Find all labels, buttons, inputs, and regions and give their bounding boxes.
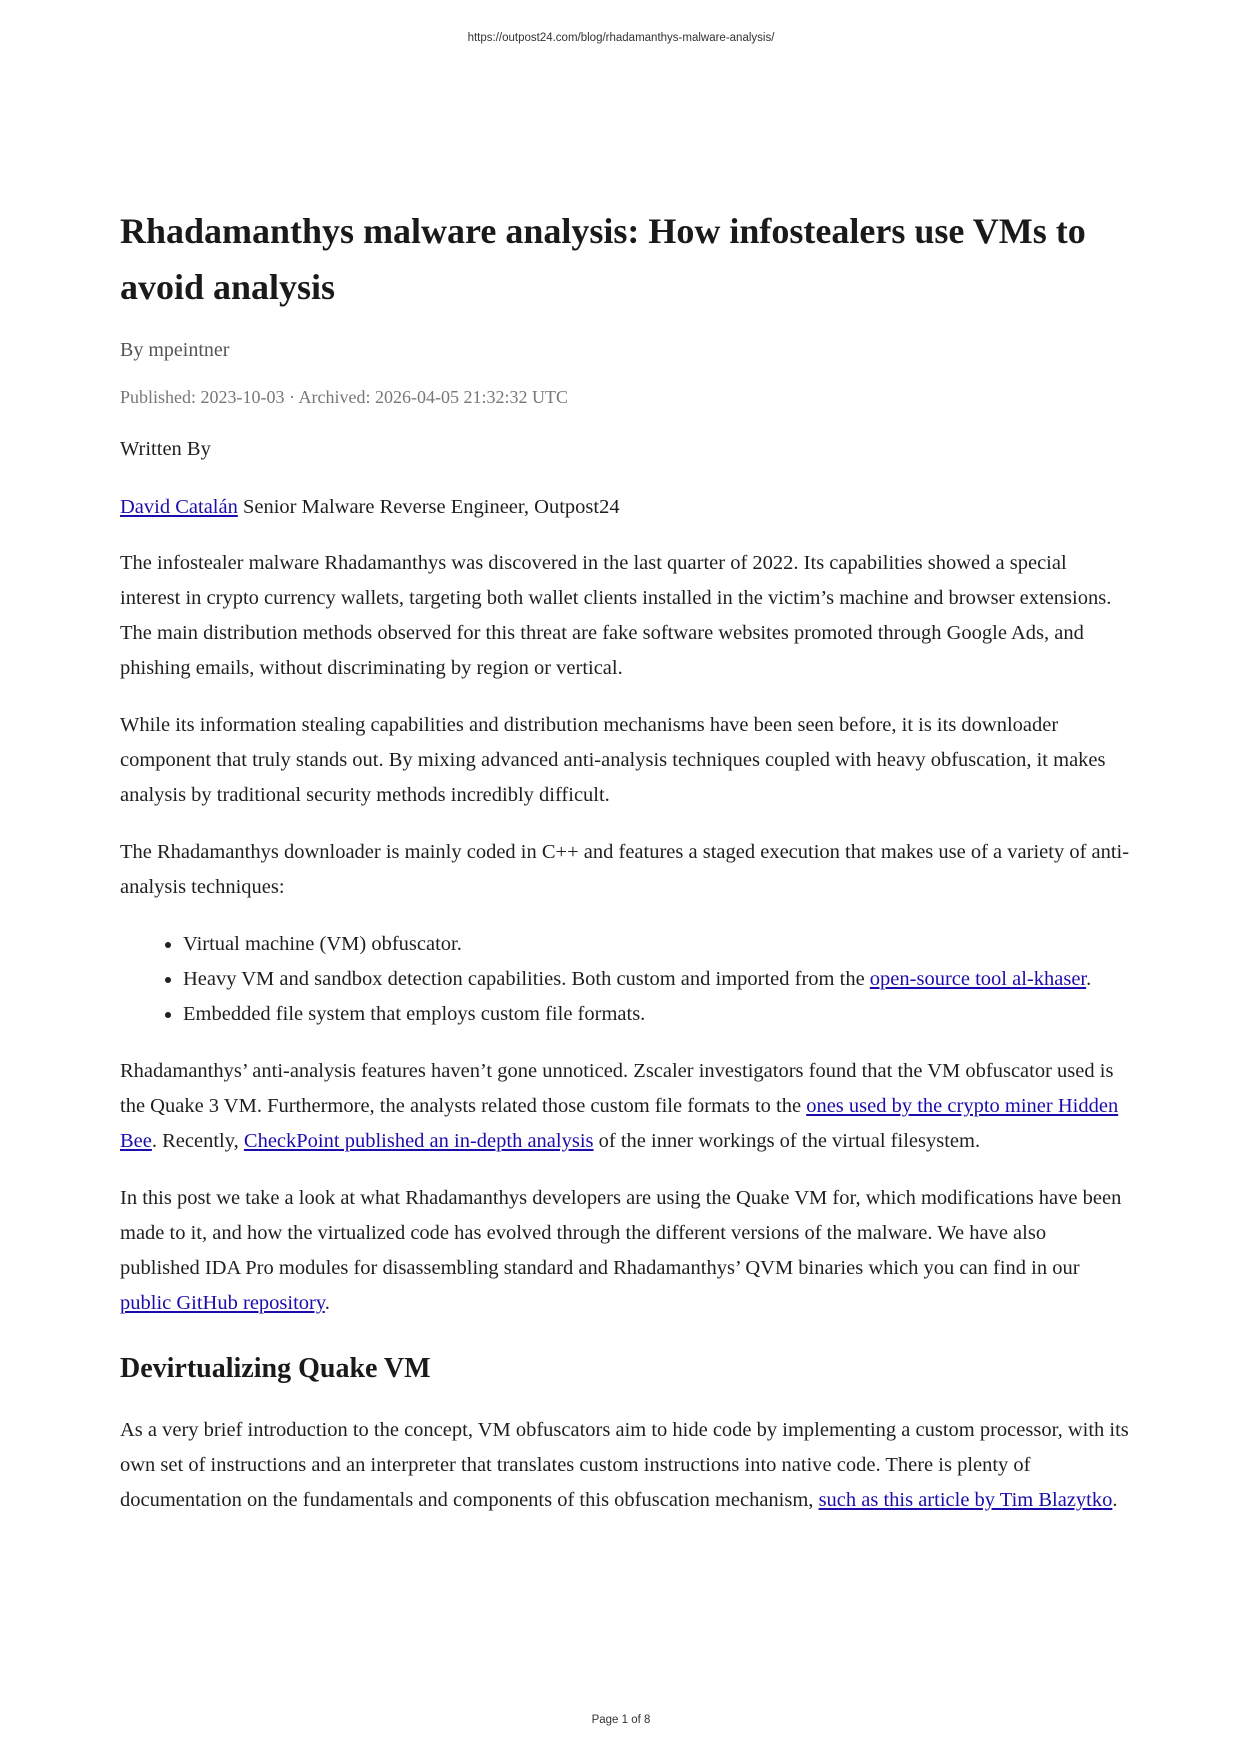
written-by-label: Written By (120, 438, 211, 460)
paragraph-techniques: The Rhadamanthys downloader is mainly coded in C++ and features a staged execution that makes use of a variety of anti-analysis techniques: (120, 841, 1130, 898)
list-item: • Heavy VM and sandbox detection capabilities. Both custom and imported from the open-source tool al-khaser. (183, 962, 1130, 997)
page-number: Page 1 of 8 (591, 1714, 651, 1726)
list-item: • Embedded file system that employs custom file formats. (183, 997, 1130, 1032)
paragraph-downloader: While its information stealing capabilities and distribution mechanisms have been seen before, it is its downloader component that truly stands out. By mixing advanced anti-analysis techniques coupled with heavy obfuscation, it makes analysis by traditional security methods incredibly difficult. (120, 714, 1106, 806)
paragraph-zscaler: Rhadamanthys’ anti-analysis features haven’t gone unnoticed. Zscaler investigators found that the VM obfuscator used is the Quake 3 VM. Furthermore, the analysts related those custom file formats to the ones used by the crypto miner Hidden Bee. Recently, CheckPoint published an in-depth analysis of the inner workings of the virtual filesystem. (120, 1060, 1119, 1152)
checkpoint-link[interactable]: CheckPoint published an in-depth analysis (243, 1130, 594, 1152)
paragraph-intro: The infostealer malware Rhadamanthys was discovered in the last quarter of 2022. Its capabilities showed a special interest in crypto currency wallets, targeting both wallet clients installed in the victim’s machine and browser extensions. The main distribution methods observed for this threat are fake software websites promoted through Google Ads, and phishing emails, without discriminating by region or vertical. (120, 552, 1112, 679)
section-heading: Devirtualizing Quake VM (120, 1353, 431, 1384)
byline: By mpeintner (120, 339, 230, 361)
blazytko-article-link[interactable]: such as this article by Tim Blazytko (818, 1489, 1113, 1511)
paragraph-post-summary: In this post we take a look at what Rhadamanthys developers are using the Quake VM for, which modifications have been made to it, and how the virtualized code has evolved through the different versions of the malware. We have also published IDA Pro modules for disassembling standard and Rhadamanthys’ QVM binaries which you can find in our public GitHub repository. (120, 1187, 1122, 1314)
author-role: Senior Malware Reverse Engineer, Outpost24 (237, 496, 620, 518)
paragraph-vm-intro: As a very brief introduction to the concept, VM obfuscators aim to hide code by implementing a custom processor, with its own set of instructions and an interpreter that translates custom instructions into native code. There is plenty of documentation on the fundamentals and components of this obfuscation mechanism, such as this article by Tim Blazytko. (120, 1419, 1129, 1511)
hidden-bee-link[interactable]: ones used by the crypto miner Hidden Bee (120, 1095, 1119, 1152)
author-link[interactable]: David Catalán (120, 496, 238, 518)
techniques-list (120, 927, 1130, 1032)
publish-dates: Published: 2023-10-03 · Archived: 2026-04-05 21:32:32 UTC (120, 387, 568, 407)
article-title: Rhadamanthys malware analysis: How infostealers use VMs to avoid analysis (120, 211, 1086, 307)
list-item: • Virtual machine (VM) obfuscator. (183, 927, 1130, 962)
github-link[interactable]: public GitHub repository (120, 1292, 325, 1314)
page-url: https://outpost24.com/blog/rhadamanthys-malware-analysis/ (467, 32, 775, 44)
author-line (120, 490, 1130, 525)
article (120, 203, 1130, 1518)
al-khaser-link[interactable]: open-source tool al-khaser (869, 968, 1087, 990)
